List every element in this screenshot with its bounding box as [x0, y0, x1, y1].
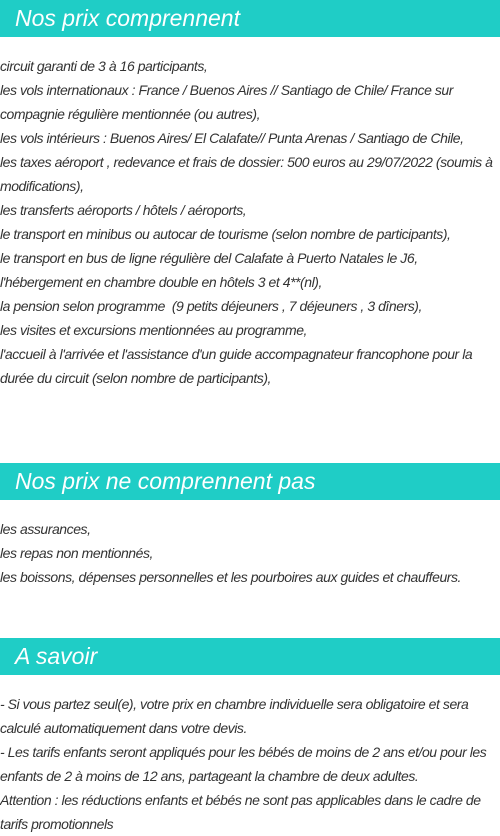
list-item: les repas non mentionnés, [0, 545, 153, 561]
good-to-know-list [0, 692, 500, 836]
section-title: Nos prix comprennent [15, 5, 240, 31]
section-header-good-to-know [0, 638, 500, 675]
list-item: - Les tarifs enfants seront appliqués pour les bébés de moins de 2 ans et/ou pour les enfants de 2 à moins de 12 ans, partageant la chambre de deux adultes. [0, 744, 490, 784]
not-included-list [0, 517, 500, 589]
list-item: les boissons, dépenses personnelles et les pourboires aux guides et chauffeurs. [0, 569, 461, 585]
list-item: l'accueil à l'arrivée et l'assistance d'un guide accompagnateur francophone pour la durée du circuit (selon nombre de participants), [0, 346, 476, 386]
included-list [0, 54, 500, 390]
list-item: la pension selon programme (9 petits déjeuners , 7 déjeuners , 3 dîners), [0, 298, 422, 314]
list-item: circuit garanti de 3 à 16 participants, [0, 58, 208, 74]
section-title: A savoir [15, 643, 98, 669]
list-item: les transferts aéroports / hôtels / aéroports, [0, 202, 247, 218]
section-title: Nos prix ne comprennent pas [15, 468, 316, 494]
list-item: les visites et excursions mentionnées au programme, [0, 322, 307, 338]
list-item: l'hébergement en chambre double en hôtels 3 et 4**(nl), [0, 274, 322, 290]
list-item: le transport en bus de ligne régulière del Calafate à Puerto Natales le J6, [0, 250, 418, 266]
section-header-not-included [0, 463, 500, 500]
list-item: les taxes aéroport , redevance et frais de dossier: 500 euros au 29/07/2022 (soumis à modifications), [0, 154, 496, 194]
list-item: - Si vous partez seul(e), votre prix en chambre individuelle sera obligatoire et sera calculé automatiquement dans votre devis. [0, 696, 472, 736]
section-header-included [0, 0, 500, 37]
list-item: Attention : les réductions enfants et bébés ne sont pas applicables dans le cadre de tarifs promotionnels [0, 792, 484, 832]
list-item: les vols intérieurs : Buenos Aires/ El Calafate// Punta Arenas / Santiago de Chile, [0, 130, 464, 146]
list-item: les vols internationaux : France / Buenos Aires // Santiago de Chile/ France sur compagnie régulière mentionnée (ou autres), [0, 82, 457, 122]
list-item: les assurances, [0, 521, 91, 537]
list-item: le transport en minibus ou autocar de tourisme (selon nombre de participants), [0, 226, 451, 242]
